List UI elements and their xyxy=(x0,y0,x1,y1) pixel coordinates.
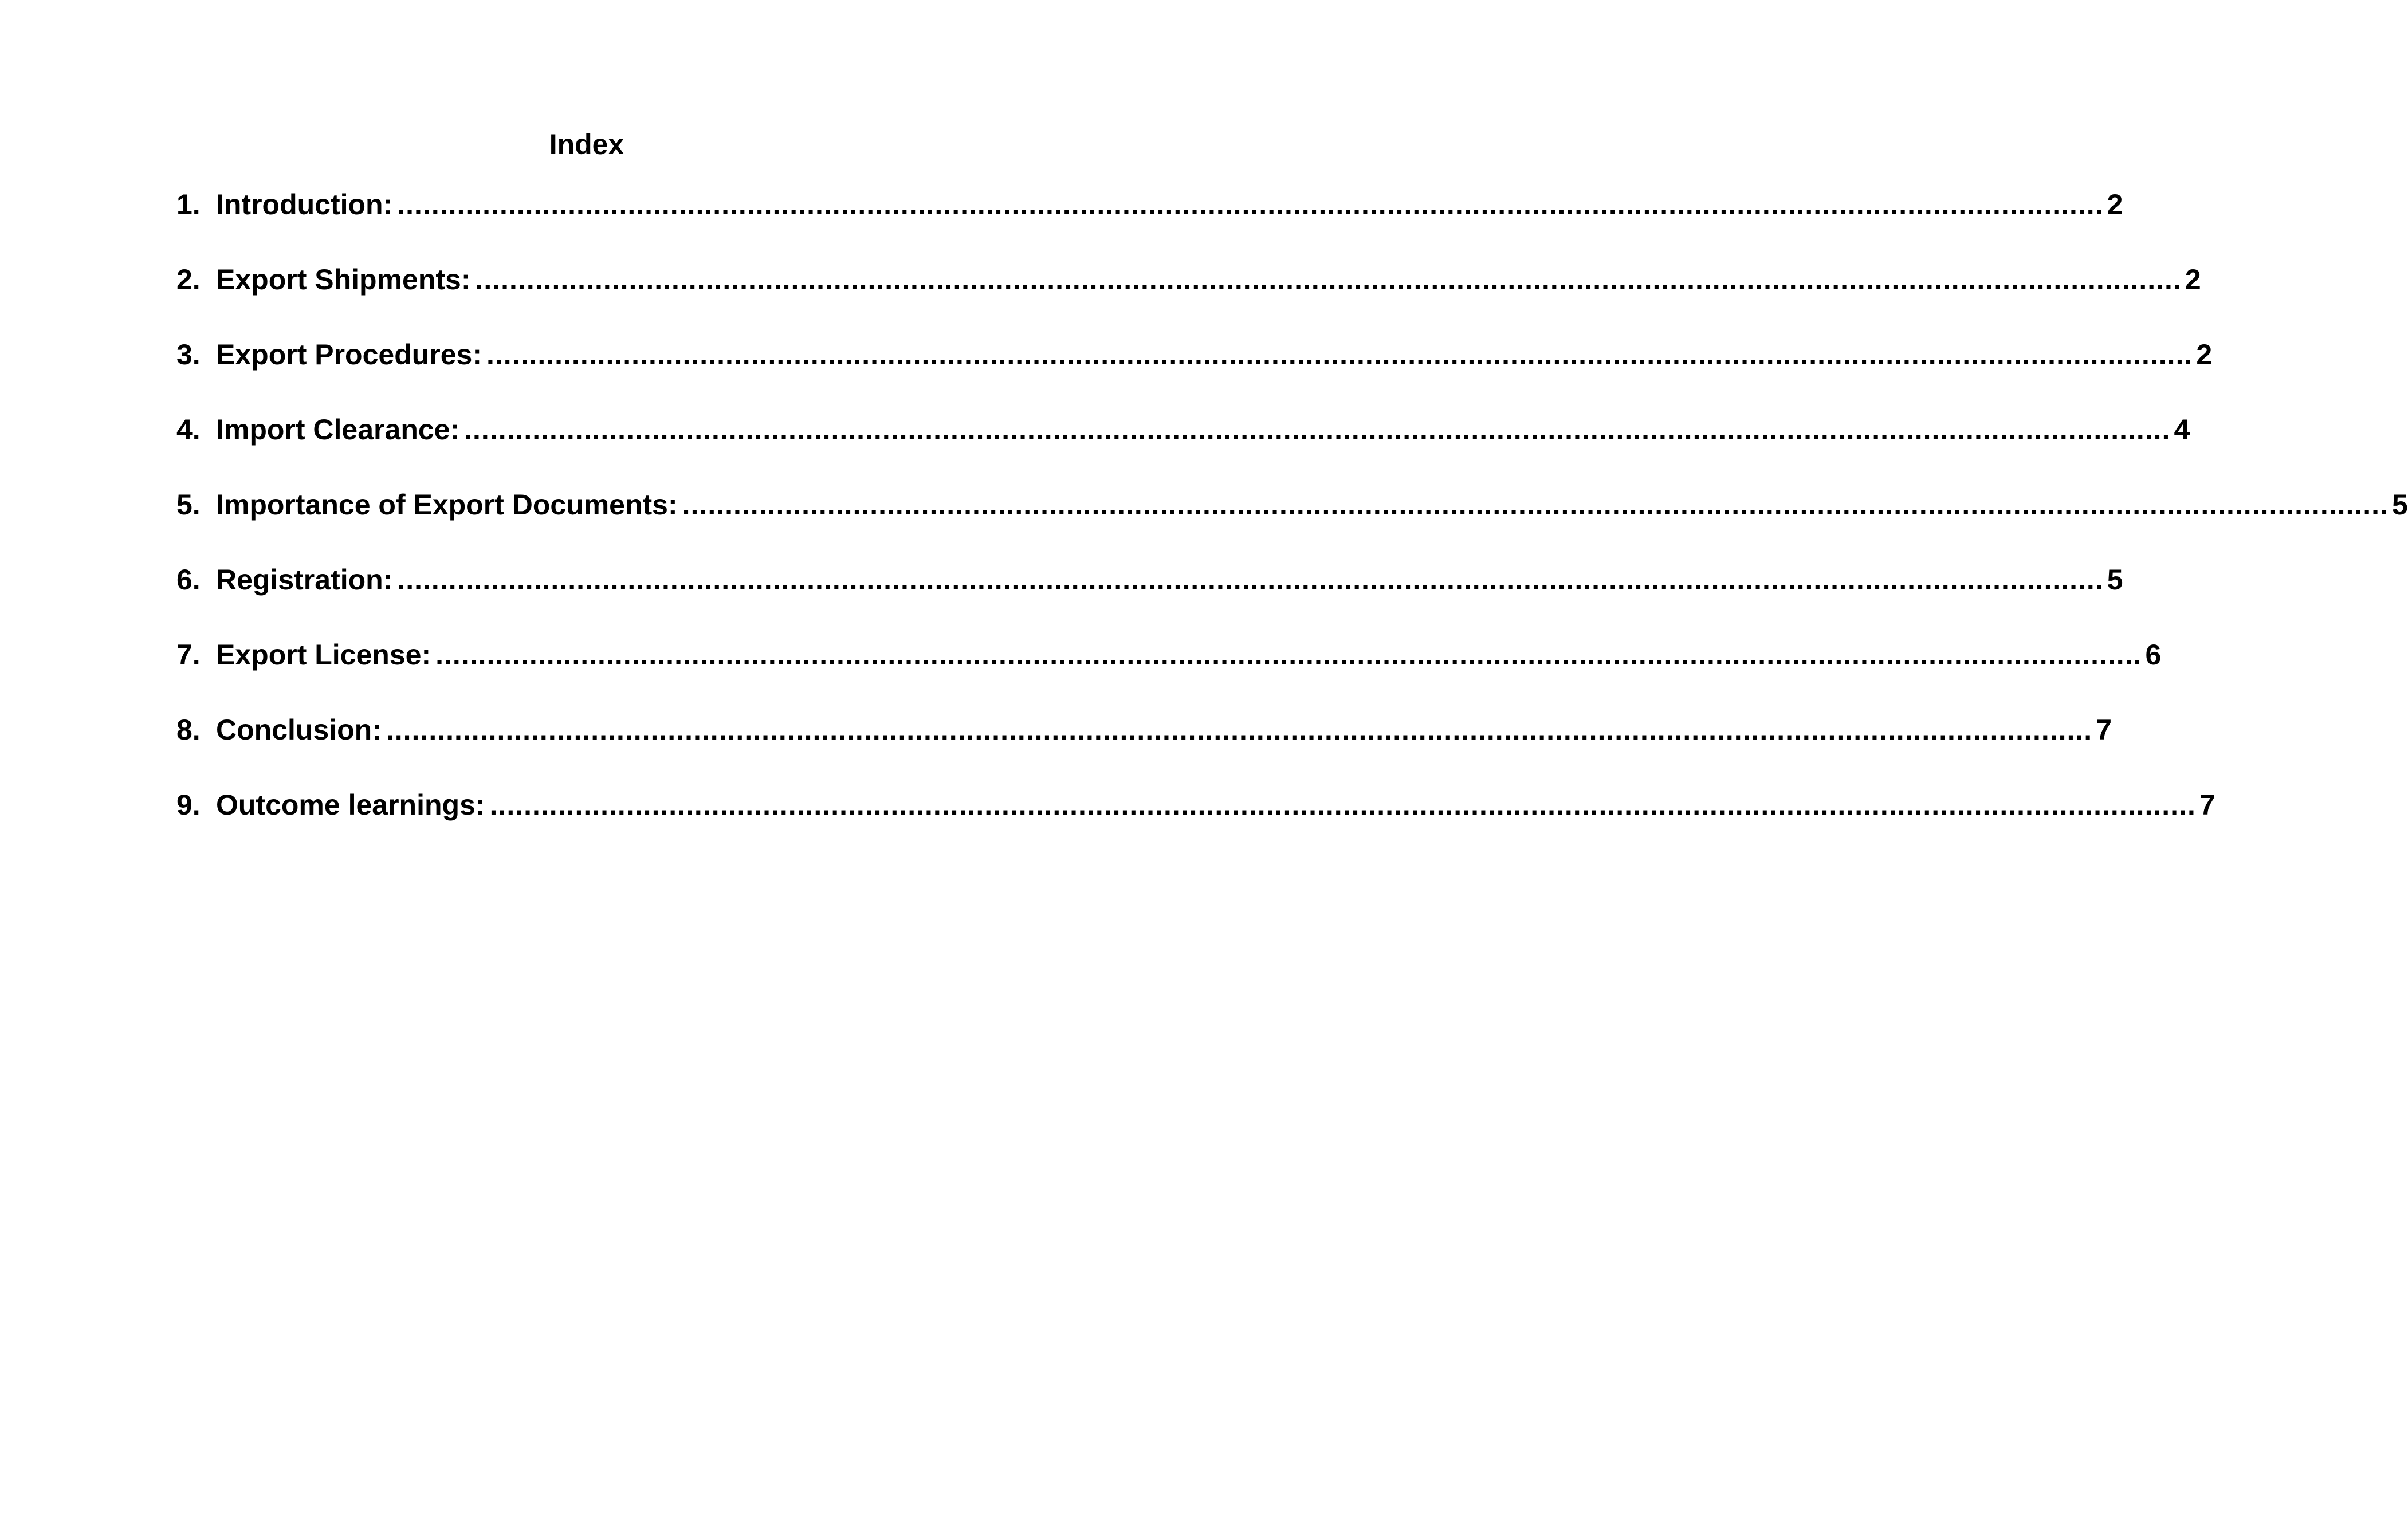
toc-entry-page: 5 xyxy=(2107,564,2123,596)
toc-entry-number: 4. xyxy=(176,414,201,446)
table-of-contents xyxy=(176,184,2408,860)
toc-entry xyxy=(176,410,2190,485)
toc-entry-number: 3. xyxy=(176,339,201,371)
toc-entry-label: Registration: xyxy=(216,564,393,596)
toc-dot-leader: ........................................................................................................................................................................................................ xyxy=(386,714,2093,746)
toc-entry-page: 4 xyxy=(2174,414,2190,446)
toc-entry xyxy=(176,710,2112,785)
toc-entry-page: 2 xyxy=(2196,339,2213,371)
toc-dot-leader: ........................................................................................................................................................................................................ xyxy=(397,564,2104,596)
toc-entry-label: Importance of Export Documents: xyxy=(216,489,678,521)
toc-entry-number: 1. xyxy=(176,188,201,221)
toc-entry xyxy=(176,335,2213,410)
toc-entry-label: Introduction: xyxy=(216,188,393,221)
toc-entry-page: 2 xyxy=(2107,188,2123,221)
toc-entry-number: 6. xyxy=(176,564,201,596)
toc-entry xyxy=(176,259,2201,335)
toc-entry-label: Conclusion: xyxy=(216,714,382,746)
toc-entry-label: Outcome learnings: xyxy=(216,789,485,821)
toc-entry-label: Export Procedures: xyxy=(216,339,482,371)
toc-entry-page: 6 xyxy=(2145,639,2162,671)
toc-dot-leader: ........................................................................................................................................................................................................ xyxy=(397,188,2104,221)
toc-dot-leader: ........................................................................................................................................................................................................ xyxy=(464,414,2171,446)
page-title: Index xyxy=(549,128,624,160)
toc-entry-label: Export License: xyxy=(216,639,431,671)
toc-entry-label: Export Shipments: xyxy=(216,264,471,296)
toc-entry xyxy=(176,184,2123,259)
toc-dot-leader: ........................................................................................................................................................................................................ xyxy=(486,339,2193,371)
toc-entry-page: 2 xyxy=(2185,264,2201,296)
toc-entry-page: 5 xyxy=(2391,489,2408,521)
toc-entry-number: 7. xyxy=(176,639,201,671)
toc-entry xyxy=(176,485,2408,560)
toc-dot-leader: ........................................................................................................................................................................................................ xyxy=(475,264,2182,296)
toc-entry xyxy=(176,785,2215,860)
toc-entry-label: Import Clearance: xyxy=(216,414,460,446)
toc-entry xyxy=(176,635,2162,710)
toc-entry-number: 2. xyxy=(176,264,201,296)
toc-entry xyxy=(176,560,2123,635)
toc-dot-leader: ........................................................................................................................................................................................................ xyxy=(489,789,2196,821)
toc-entry-number: 5. xyxy=(176,489,201,521)
toc-entry-page: 7 xyxy=(2096,714,2112,746)
toc-dot-leader: ........................................................................................................................................................................................................ xyxy=(682,489,2389,521)
toc-dot-leader: ........................................................................................................................................................................................................ xyxy=(435,639,2142,671)
toc-entry-number: 9. xyxy=(176,789,201,821)
toc-entry-number: 8. xyxy=(176,714,201,746)
toc-entry-page: 7 xyxy=(2199,789,2215,821)
